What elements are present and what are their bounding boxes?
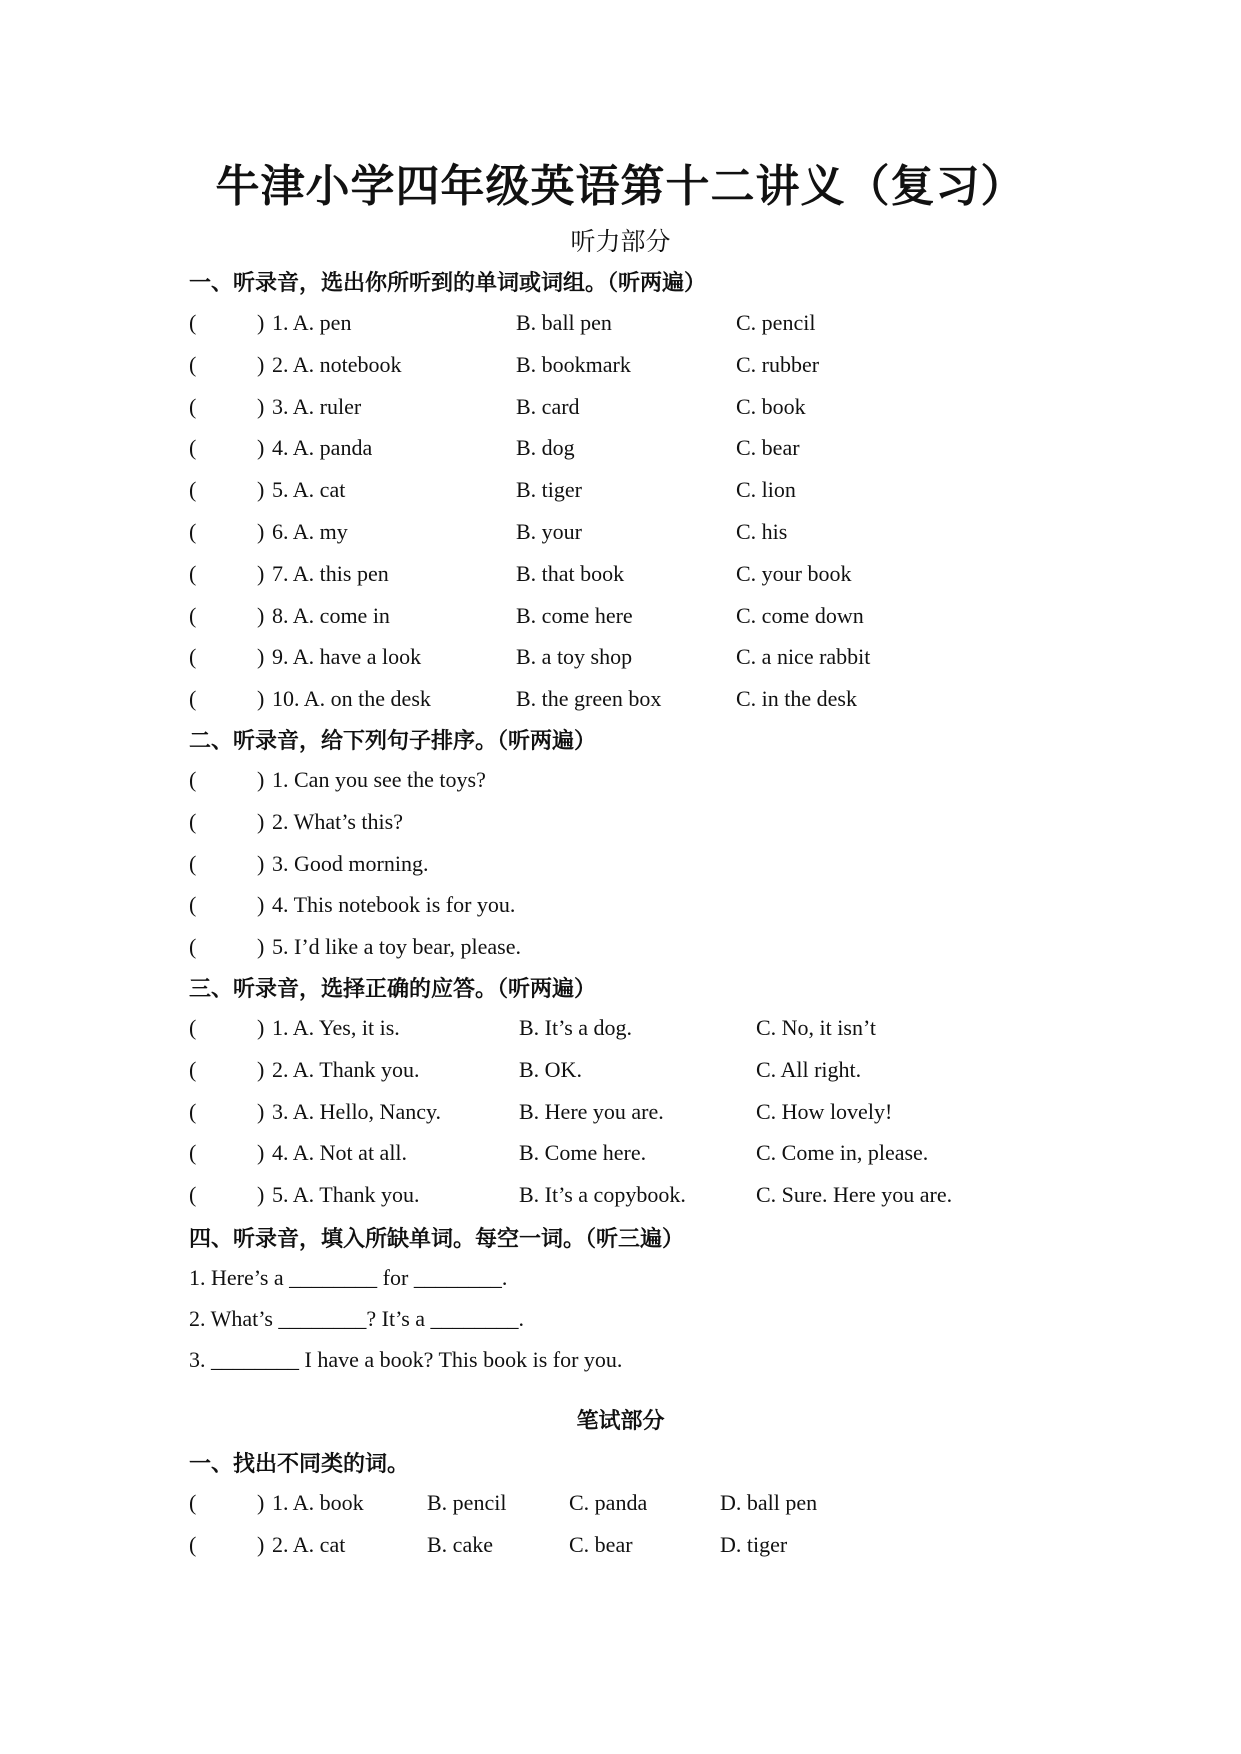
option-b: B. card [516, 393, 580, 419]
option-a: 5. A. Thank you. [272, 1182, 420, 1208]
question-row [189, 809, 1189, 839]
question-row [189, 892, 1189, 922]
option-c: C. How lovely! [756, 1098, 893, 1124]
written-section-1-heading: 一、找出不同类的词。 [189, 1452, 410, 1477]
option-c: C. No, it isn’t [756, 1015, 877, 1040]
answer-paren-close: ) [257, 1531, 265, 1557]
option-a: 2. A. notebook [272, 351, 402, 377]
page-title: 牛津小学四年级英语第十二讲义（复习） [215, 161, 1026, 212]
option-c: C. his [736, 519, 788, 544]
section-1-heading: 一、听录音，选出你所听到的单词或词组。（听两遍） [189, 271, 707, 296]
option-c: C. lion [736, 477, 796, 503]
answer-paren-open: ( [189, 934, 197, 960]
option-d: D. tiger [720, 1531, 788, 1557]
written-section-title: 笔试部分 [576, 1409, 665, 1434]
answer-paren-close: ) [257, 1140, 265, 1166]
question-row [189, 1490, 1189, 1520]
option-a: 7. A. this pen [272, 560, 389, 586]
option-a: 1. A. Yes, it is. [272, 1015, 400, 1040]
option-c: C. come down [736, 602, 864, 628]
answer-paren-close: ) [257, 351, 265, 377]
sentence-text: 5. I’d like a toy bear, please. [272, 934, 521, 960]
fill-blank-line: 3. ________ I have a book? This book is for you. [189, 1347, 623, 1372]
answer-paren-close: ) [257, 310, 265, 335]
section-4-heading: 四、听录音，填入所缺单词。每空一词。（听三遍） [189, 1227, 685, 1252]
question-row [189, 767, 1189, 797]
answer-paren-open: ( [189, 1531, 197, 1557]
answer-paren-close: ) [257, 393, 265, 419]
option-b: B. your [516, 519, 582, 544]
option-d: D. ball pen [720, 1490, 818, 1515]
question-row [189, 603, 1189, 633]
question-row [189, 851, 1189, 881]
answer-paren-close: ) [257, 560, 265, 586]
fill-blank-line: 2. What’s ________? It’s a ________. [189, 1306, 525, 1331]
question-row [189, 561, 1189, 591]
question-row [189, 435, 1189, 465]
question-row [189, 1532, 1189, 1562]
question-row [189, 1182, 1189, 1212]
option-a: 6. A. my [272, 519, 348, 544]
answer-paren-close: ) [257, 1056, 265, 1082]
answer-paren-open: ( [189, 351, 197, 377]
answer-paren-close: ) [257, 892, 265, 918]
answer-paren-open: ( [189, 767, 197, 792]
option-c: C. Sure. Here you are. [756, 1182, 953, 1208]
option-a: 8. A. come in [272, 602, 390, 628]
option-c: C. bear [569, 1531, 633, 1557]
answer-paren-open: ( [189, 393, 197, 419]
answer-paren-open: ( [189, 1015, 197, 1040]
answer-paren-open: ( [189, 1490, 197, 1515]
option-c: C. All right. [756, 1056, 862, 1082]
option-c: C. a nice rabbit [736, 644, 871, 670]
sentence-text: 4. This notebook is for you. [272, 892, 516, 918]
listening-section-title: 听力部分 [570, 227, 671, 256]
answer-paren-close: ) [257, 435, 265, 461]
question-row [189, 1057, 1189, 1087]
answer-paren-open: ( [189, 310, 197, 335]
section-3-heading: 三、听录音，选择正确的应答。（听两遍） [189, 977, 597, 1002]
answer-paren-close: ) [257, 1015, 265, 1040]
option-b: B. ball pen [516, 310, 612, 335]
option-b: B. It’s a dog. [519, 1015, 633, 1040]
answer-paren-close: ) [257, 686, 265, 712]
section-2-heading: 二、听录音，给下列句子排序。（听两遍） [189, 729, 597, 754]
answer-paren-open: ( [189, 1140, 197, 1166]
option-b: B. pencil [427, 1490, 507, 1515]
option-b: B. a toy shop [516, 644, 633, 670]
answer-paren-close: ) [257, 934, 265, 960]
option-b: B. that book [516, 560, 625, 586]
option-c: C. rubber [736, 351, 820, 377]
answer-paren-open: ( [189, 1182, 197, 1208]
sentence-text: 1. Can you see the toys? [272, 767, 486, 792]
option-c: C. your book [736, 560, 852, 586]
answer-paren-open: ( [189, 477, 197, 503]
question-row [189, 1099, 1189, 1129]
answer-paren-open: ( [189, 892, 197, 918]
answer-paren-close: ) [257, 1182, 265, 1208]
answer-paren-open: ( [189, 602, 197, 628]
answer-paren-close: ) [257, 477, 265, 503]
option-c: C. pencil [736, 310, 816, 335]
option-c: C. Come in, please. [756, 1140, 929, 1166]
question-row [189, 686, 1189, 716]
answer-paren-open: ( [189, 850, 197, 876]
answer-paren-close: ) [257, 1490, 265, 1515]
option-a: 10. A. on the desk [272, 686, 431, 712]
option-c: C. book [736, 393, 806, 419]
question-row [189, 1015, 1189, 1045]
answer-paren-open: ( [189, 808, 197, 834]
option-b: B. It’s a copybook. [519, 1182, 686, 1208]
question-row [189, 519, 1189, 549]
answer-paren-close: ) [257, 767, 265, 792]
fill-blank-line: 1. Here’s a ________ for ________. [189, 1265, 508, 1290]
option-b: B. OK. [519, 1056, 582, 1082]
option-a: 1. A. book [272, 1490, 364, 1515]
option-a: 4. A. Not at all. [272, 1140, 408, 1166]
question-row [189, 934, 1189, 964]
answer-paren-open: ( [189, 1098, 197, 1124]
option-b: B. Here you are. [519, 1098, 664, 1124]
option-a: 3. A. Hello, Nancy. [272, 1098, 442, 1124]
sentence-text: 3. Good morning. [272, 850, 429, 876]
answer-paren-open: ( [189, 435, 197, 461]
question-row [189, 352, 1189, 382]
option-a: 1. A. pen [272, 310, 352, 335]
question-row [189, 644, 1189, 674]
option-c: C. in the desk [736, 686, 857, 712]
option-a: 4. A. panda [272, 435, 373, 461]
answer-paren-close: ) [257, 1098, 265, 1124]
answer-paren-close: ) [257, 808, 265, 834]
question-row [189, 477, 1189, 507]
answer-paren-open: ( [189, 519, 197, 544]
option-c: C. panda [569, 1490, 648, 1515]
option-b: B. the green box [516, 686, 662, 712]
option-b: B. cake [427, 1531, 493, 1557]
option-b: B. dog [516, 435, 575, 461]
answer-paren-open: ( [189, 560, 197, 586]
option-a: 2. A. Thank you. [272, 1056, 420, 1082]
option-b: B. bookmark [516, 351, 631, 377]
option-a: 5. A. cat [272, 477, 346, 503]
answer-paren-open: ( [189, 1056, 197, 1082]
answer-paren-close: ) [257, 644, 265, 670]
option-b: B. come here [516, 602, 633, 628]
option-b: B. Come here. [519, 1140, 647, 1166]
option-a: 2. A. cat [272, 1531, 346, 1557]
option-b: B. tiger [516, 477, 582, 503]
answer-paren-open: ( [189, 644, 197, 670]
answer-paren-close: ) [257, 519, 265, 544]
option-a: 3. A. ruler [272, 393, 362, 419]
question-row [189, 1140, 1189, 1170]
question-row [189, 310, 1189, 340]
question-row [189, 394, 1189, 424]
sentence-text: 2. What’s this? [272, 808, 403, 834]
answer-paren-open: ( [189, 686, 197, 712]
option-a: 9. A. have a look [272, 644, 422, 670]
option-c: C. bear [736, 435, 800, 461]
answer-paren-close: ) [257, 602, 265, 628]
answer-paren-close: ) [257, 850, 265, 876]
